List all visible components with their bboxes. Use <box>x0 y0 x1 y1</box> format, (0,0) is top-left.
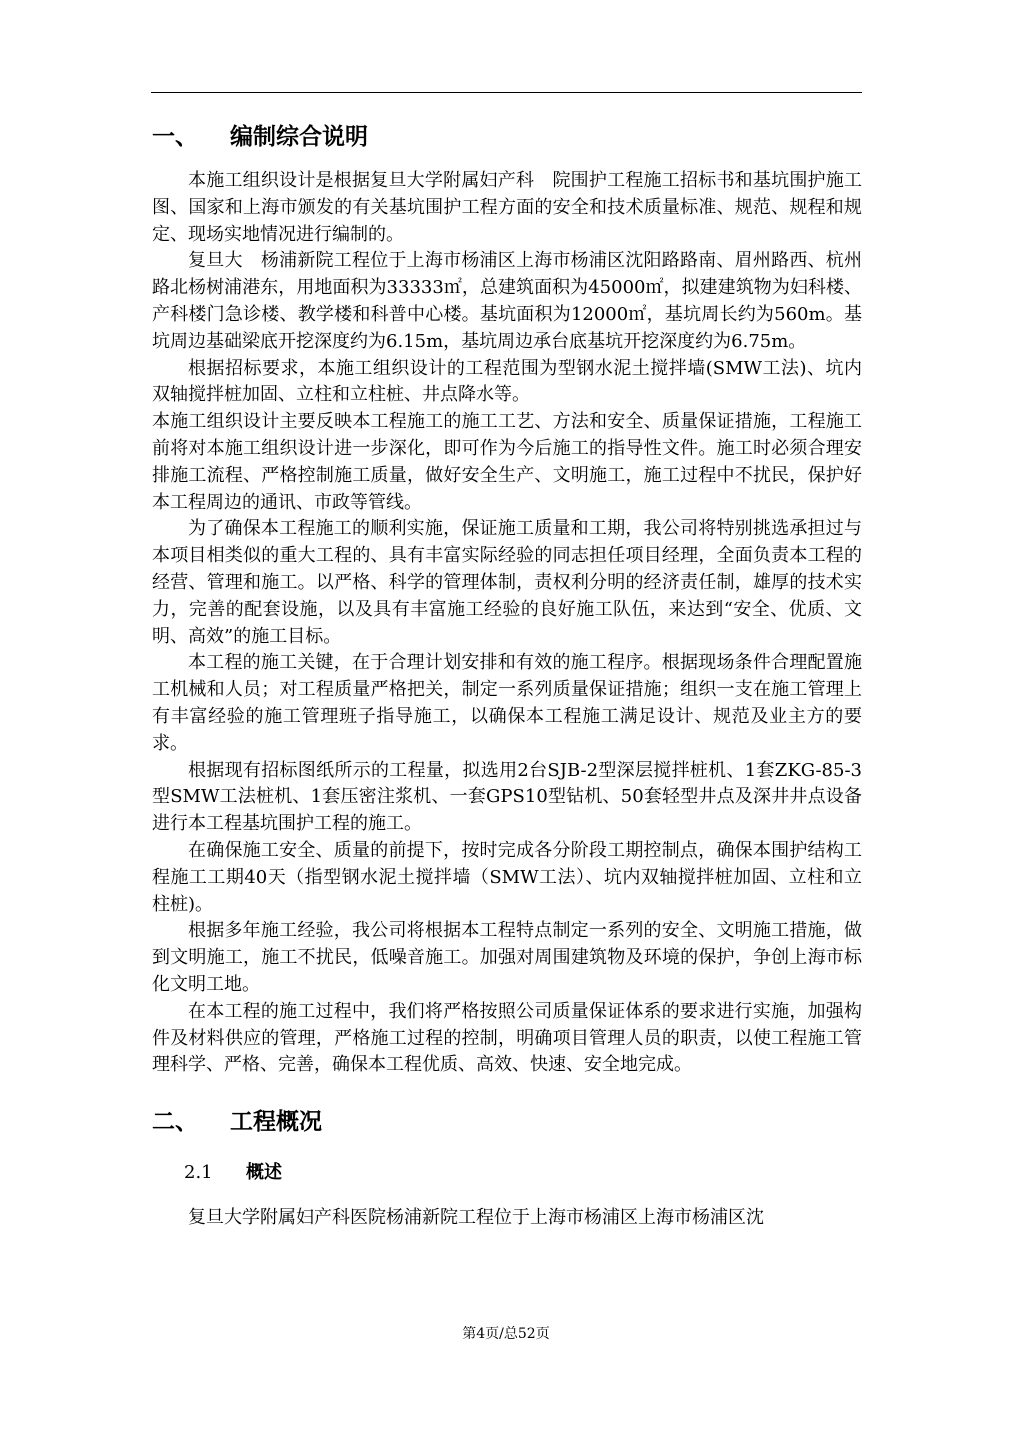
paragraph-key-points: 本工程的施工关键，在于合理计划安排和有效的施工程序。根据现场条件合理配置施工机械和人员；对工程质量严格把关，制定一系列质量保证措施；组织一支在施工管理上有丰富经验的施工管理班子指导施工，以确保本工程施工满足设计、规范及业主方的要求。 <box>152 652 862 754</box>
section-2-title: 工程概况 <box>230 1108 322 1136</box>
paragraph-basis: 本施工组织设计是根据复旦大学附属妇产科 院围护工程施工招标书和基坑围护施工图、国家和上海市颁发的有关基坑围护工程方面的安全和技术质量标准、规范、规程和规定、现场实地情况进行编制的。 <box>152 170 862 245</box>
paragraph-civilized: 根据多年施工经验，我公司将根据本工程特点制定一系列的安全、文明施工措施，做到文明施工，施工不扰民，低噪音施工。加强对周围建筑物及环境的保护，争创上海市标化文明工地。 <box>152 920 862 995</box>
paragraph-equipment: 根据现有招标图纸所示的工程量，拟选用2台SJB-2型深层搅拌桩机、1套ZKG-85-3型SMW工法桩机、1套压密注浆机、一套GPS10型钻机、50套轻型井点及深井井点设备进行本工程基坑围护工程的施工。 <box>152 759 862 835</box>
paragraph-team: 为了确保本工程施工的顺利实施，保证施工质量和工期，我公司将特别挑选承担过与本项目相类似的重大工程的、具有丰富实际经验的同志担任项目经理，全面负责本工程的经营、管理和施工。以严格、科学的管理体制，责权利分明的经济责任制，雄厚的技术实力，完善的配套设施，以及具有丰富施工经验的良好施工队伍，来达到“安全、优质、文明、高效”的施工目标。 <box>152 518 862 647</box>
paragraph-quality: 在本工程的施工过程中，我们将严格按照公司质量保证体系的要求进行实施，加强构件及材料供应的管理，严格施工过程的控制，明确项目管理人员的职责，以使工程施工管理科学、严格、完善，确保本工程优质、高效、快速、安全地完成。 <box>152 1000 862 1076</box>
subsection-2-1-title: 概述 <box>246 1162 282 1184</box>
section-1-title: 编制综合说明 <box>230 123 368 150</box>
page-footer: 第4页/总52页 <box>462 1326 550 1342</box>
subsection-2-1-number: 2.1 <box>184 1162 213 1184</box>
section-1-number: 一、 <box>152 123 198 150</box>
paragraph-overview: 复旦大学附属妇产科医院杨浦新院工程位于上海市杨浦区上海市杨浦区沈 <box>188 1207 764 1229</box>
document-body <box>152 116 862 1232</box>
paragraph-location: 复旦大 杨浦新院工程位于上海市杨浦区上海市杨浦区沈阳路路南、眉州路西、杭州路北杨树浦港东，用地面积为33333㎡，总建筑面积为45000㎡，拟建建筑物为妇科楼、产科楼门急诊楼、教学楼和科普中心楼。基坑面积为12000㎡，基坑周长约为560m。基坑周边基础梁底开挖深度约为6.15m，基坑周边承台底基坑开挖深度约为6.75m。 <box>152 250 862 352</box>
section-2-number: 二、 <box>152 1108 198 1136</box>
paragraph-content: 本施工组织设计主要反映本工程施工的施工工艺、方法和安全、质量保证措施，工程施工前将对本施工组织设计进一步深化，即可作为今后施工的指导性文件。施工时必须合理安排施工流程、严格控制施工质量，做好安全生产、文明施工，施工过程中不扰民，保护好本工程周边的通讯、市政等管线。 <box>152 411 862 513</box>
paragraph-scope: 根据招标要求，本施工组织设计的工程范围为型钢水泥土搅拌墙(SMW工法)、坑内双轴搅拌桩加固、立柱和立柱桩、井点降水等。 <box>152 357 862 406</box>
subsection-2-1-heading <box>152 1155 862 1191</box>
section-1-heading <box>152 116 862 158</box>
section-2-heading <box>152 1101 862 1143</box>
paragraph-schedule: 在确保施工安全、质量的前提下，按时完成各分阶段工期控制点，确保本围护结构工程施工工期40天（指型钢水泥土搅拌墙（SMW工法）、坑内双轴搅拌桩加固、立柱和立柱桩)。 <box>152 839 862 915</box>
header-rule <box>151 92 862 93</box>
